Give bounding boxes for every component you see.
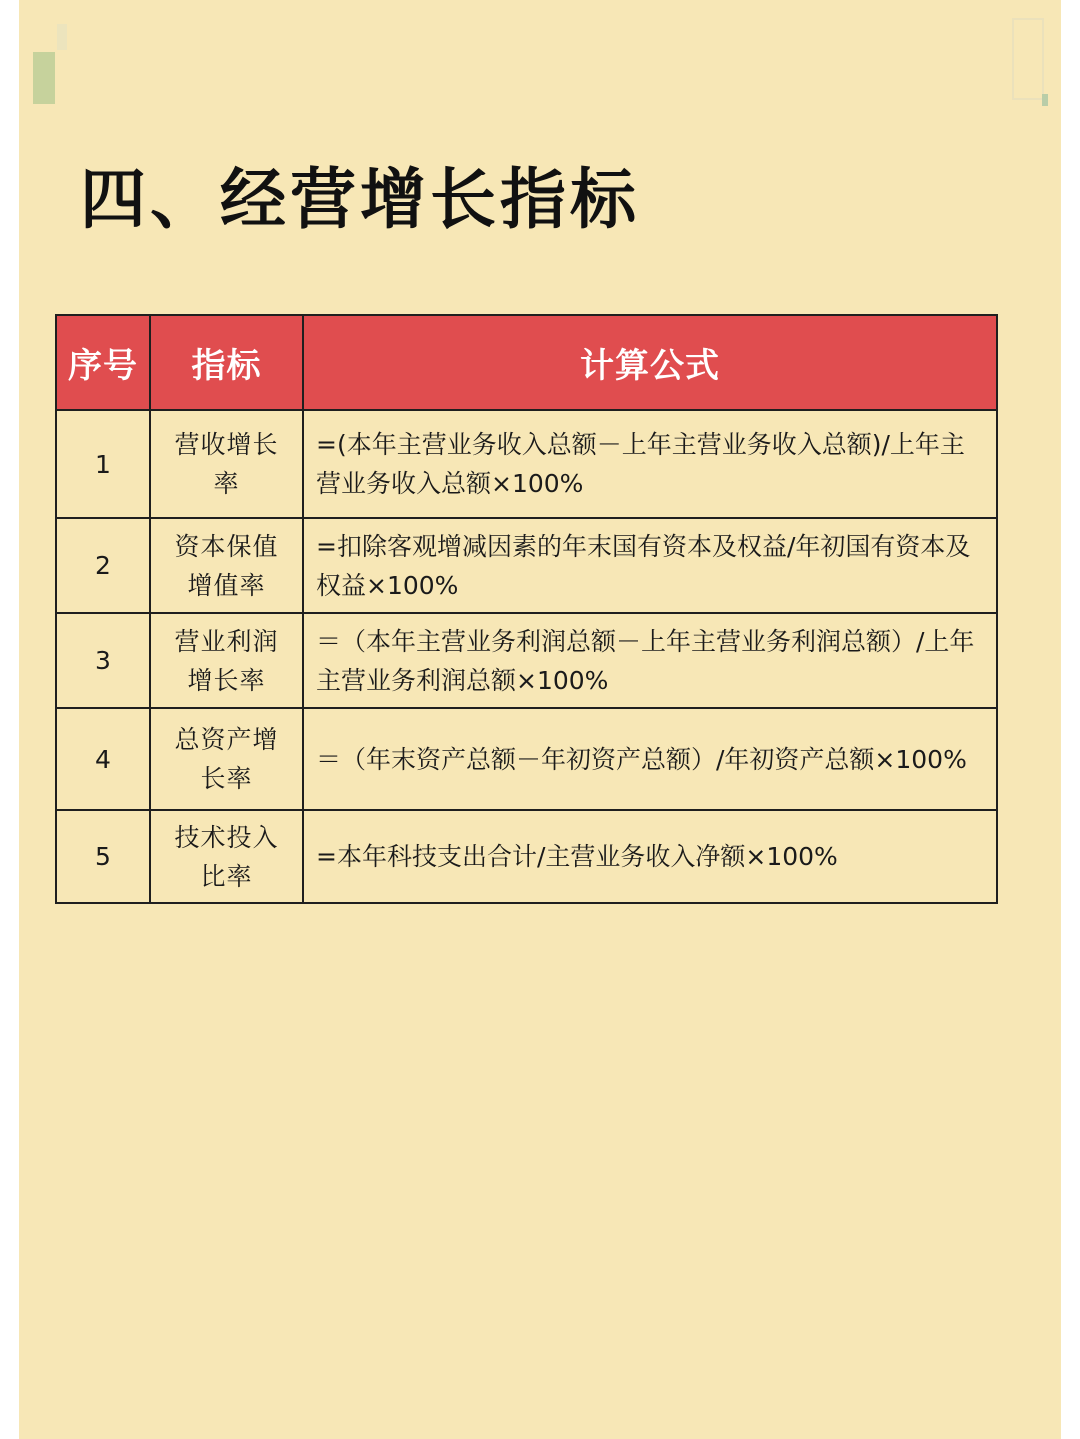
row-metric-name: 营业利润增长率	[150, 613, 303, 708]
row-formula: =(本年主营业务收入总额－上年主营业务收入总额)/上年主营业务收入总额×100%	[303, 410, 997, 518]
row-metric-name: 营收增长率	[150, 410, 303, 518]
table-row	[56, 810, 997, 903]
decorative-green-dot	[1042, 94, 1048, 106]
row-seq: 4	[56, 708, 150, 810]
row-metric-name: 总资产增长率	[150, 708, 303, 810]
row-seq: 5	[56, 810, 150, 903]
row-formula: ＝（本年主营业务利润总额－上年主营业务利润总额）/上年主营业务利润总额×100%	[303, 613, 997, 708]
decorative-light-bar	[57, 24, 67, 50]
row-formula: ＝（年末资产总额－年初资产总额）/年初资产总额×100%	[303, 708, 997, 810]
decorative-green-bar	[33, 52, 55, 104]
table-row	[56, 518, 997, 613]
table-row	[56, 613, 997, 708]
row-seq: 2	[56, 518, 150, 613]
decorative-frame	[1012, 18, 1044, 100]
table-row	[56, 708, 997, 810]
metrics-table	[55, 314, 998, 904]
row-metric-name: 技术投入比率	[150, 810, 303, 903]
page-title: 四、经营增长指标	[80, 161, 640, 238]
row-seq: 1	[56, 410, 150, 518]
row-formula: =本年科技支出合计/主营业务收入净额×100%	[303, 810, 997, 903]
header-seq: 序号	[56, 315, 150, 410]
header-metric: 指标	[150, 315, 303, 410]
row-metric-name: 资本保值增值率	[150, 518, 303, 613]
row-formula: =扣除客观增减因素的年末国有资本及权益/年初国有资本及权益×100%	[303, 518, 997, 613]
header-formula: 计算公式	[303, 315, 997, 410]
row-seq: 3	[56, 613, 150, 708]
table-row	[56, 410, 997, 518]
table-header-row	[56, 315, 997, 410]
